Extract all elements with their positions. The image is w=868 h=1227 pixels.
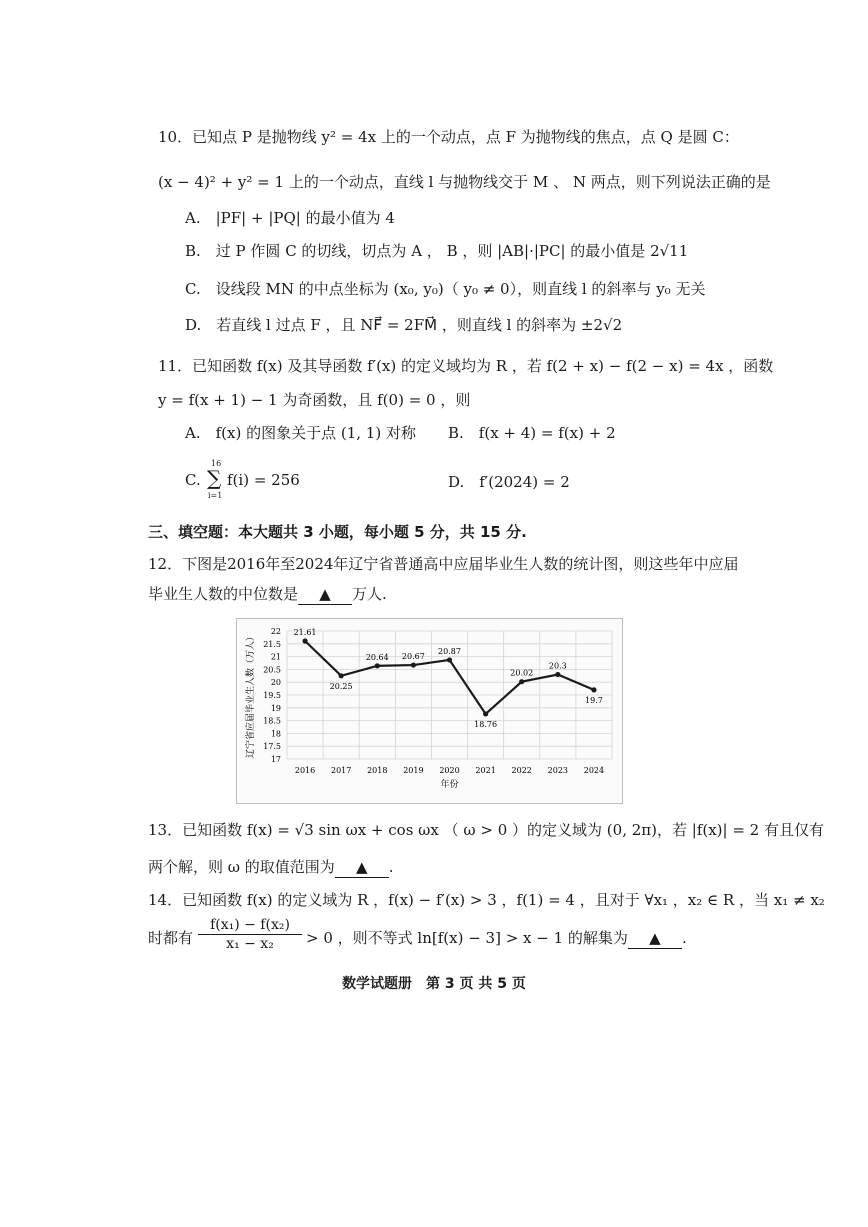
x-axis-title: 年份: [440, 780, 459, 790]
q13-text-pre: 两个解，则 ω 的取值范围为: [148, 858, 335, 876]
chart-svg: [237, 619, 622, 803]
y-tick-label: 18.5: [263, 716, 281, 726]
q11-option-d: D. f′(2024) = 2: [448, 473, 570, 491]
x-tick-label: 2022: [511, 766, 532, 775]
q10-option-d: D. 若直线 l 过点 F ，且 NF⃗ = 2FM⃗ ，则直线 l 的斜率为 ±2√2: [185, 316, 623, 334]
q11-option-a: A. f(x) 的图象关于点 (1, 1) 对称: [185, 424, 416, 442]
q13-answer-blank: ▲: [335, 857, 389, 878]
x-tick-label: 2024: [583, 766, 605, 775]
data-label: 20.3: [548, 661, 567, 671]
q14-stem-line1: 14．已知函数 f(x) 的定义域为 R ，f(x) − f′(x) > 3 ，f(1) = 4 ，且对于 ∀x₁ ，x₂ ∈ R ，当 x₁ ≠ x₂: [148, 891, 825, 909]
q13-stem-line1: 13．已知函数 f(x) = √3 sin ωx + cos ωx （ ω > 0 ）的定义域为 (0, 2π)，若 |f(x)| = 2 有且仅有: [148, 821, 824, 839]
data-point: [375, 663, 380, 668]
q14-text-condition: > 0 ，则不等式 ln[f(x) − 3] > x − 1 的解集为: [306, 929, 628, 947]
q11-sum-lower: i=1: [208, 491, 223, 500]
x-tick-label: 2016: [294, 766, 316, 775]
data-label: 18.76: [474, 719, 498, 729]
q14-text-post: .: [681, 929, 687, 947]
y-tick-label: 17: [270, 755, 281, 764]
q14-fraction: [198, 916, 302, 953]
x-tick-label: 2019: [403, 766, 424, 775]
q10-option-c: C. 设线段 MN 的中点坐标为 (x₀, y₀)（ y₀ ≠ 0），则直线 l 的斜率与 y₀ 无关: [185, 280, 706, 298]
q12-text-post: 万人.: [352, 585, 387, 603]
q12-stem-line1: 12．下图是2016年至2024年辽宁省普通高中应届毕业生人数的统计图，则这些年中应届: [148, 555, 739, 573]
x-tick-label: 2017: [330, 766, 352, 775]
y-tick-label: 20: [270, 678, 281, 688]
q11-option-c-prefix: C.: [185, 471, 201, 489]
section-3-heading: 三、填空题：本大题共 3 小题，每小题 5 分，共 15 分.: [148, 523, 527, 541]
y-tick-label: 19.5: [263, 691, 281, 700]
q12-answer-blank: ▲: [298, 584, 352, 605]
data-point: [483, 711, 488, 716]
y-tick-label: 18: [270, 729, 281, 739]
page-footer: 数学试题册 第 3 页 共 5 页: [342, 976, 526, 992]
data-label: 20.25: [329, 681, 353, 691]
data-point: [411, 662, 416, 667]
q14-fraction-denominator: x₁ − x₂: [226, 936, 274, 952]
q10-option-b: B. 过 P 作圆 C 的切线，切点为 A ， B ，则 |AB|·|PC| 的最小值是 2√11: [185, 242, 689, 260]
x-tick-label: 2020: [439, 766, 460, 775]
q12-stem-line2: [148, 584, 387, 605]
data-point: [339, 673, 344, 678]
q11-stem-line1: 11．已知函数 f(x) 及其导函数 f′(x) 的定义域均为 R ，若 f(2 + x) − f(2 − x) = 4x ，函数: [158, 357, 774, 375]
x-tick-label: 2021: [475, 766, 496, 775]
y-tick-label: 21.5: [263, 639, 281, 649]
q11-option-b: B. f(x + 4) = f(x) + 2: [448, 424, 616, 442]
q10-stem-line2: (x − 4)² + y² = 1 上的一个动点，直线 l 与抛物线交于 M 、 N 两点，则下列说法正确的是: [158, 173, 771, 191]
data-label: 20.87: [438, 646, 461, 656]
q10-option-a: A. |PF| + |PQ| 的最小值为 4: [185, 209, 395, 227]
data-point: [302, 638, 307, 643]
q11-stem-line2: y = f(x + 1) − 1 为奇函数，且 f(0) = 0 ，则: [158, 391, 471, 409]
y-tick-label: 20.5: [263, 665, 281, 675]
q14-fraction-numerator: f(x₁) − f(x₂): [198, 916, 302, 935]
data-point: [591, 687, 596, 692]
graduates-line-chart: [236, 618, 623, 804]
data-point: [555, 672, 560, 677]
q10-stem-line1: 10．已知点 P 是抛物线 y² = 4x 上的一个动点，点 F 为抛物线的焦点，点 Q 是圆 C：: [158, 128, 739, 146]
y-tick-label: 19: [270, 703, 281, 713]
q14-text-pre: 时都有: [148, 929, 194, 947]
y-tick-label: 21: [270, 652, 281, 662]
q13-text-post: .: [388, 858, 394, 876]
data-point: [447, 657, 452, 662]
q13-stem-line2: [148, 857, 394, 878]
q11-option-c-expr: f(i) = 256: [227, 471, 300, 489]
data-label: 20.67: [401, 652, 425, 662]
data-label: 20.64: [365, 652, 389, 662]
data-point: [519, 679, 524, 684]
y-tick-label: 22: [270, 627, 281, 636]
q11-sum-sigma: ∑: [207, 466, 222, 490]
y-axis-title: 辽宁省应届毕业生人数（万人）: [246, 631, 256, 759]
x-tick-label: 2018: [367, 766, 388, 775]
x-tick-label: 2023: [547, 766, 569, 775]
q12-text-pre: 毕业生人数的中位数是: [148, 585, 299, 603]
data-label: 20.02: [510, 668, 534, 678]
data-label: 21.61: [293, 627, 317, 637]
q11-sum-upper: 16: [211, 459, 222, 468]
q14-text-mid: [306, 928, 687, 949]
y-tick-label: 17.5: [263, 742, 281, 752]
data-label: 19.7: [585, 695, 603, 705]
q14-answer-blank: ▲: [628, 928, 682, 949]
